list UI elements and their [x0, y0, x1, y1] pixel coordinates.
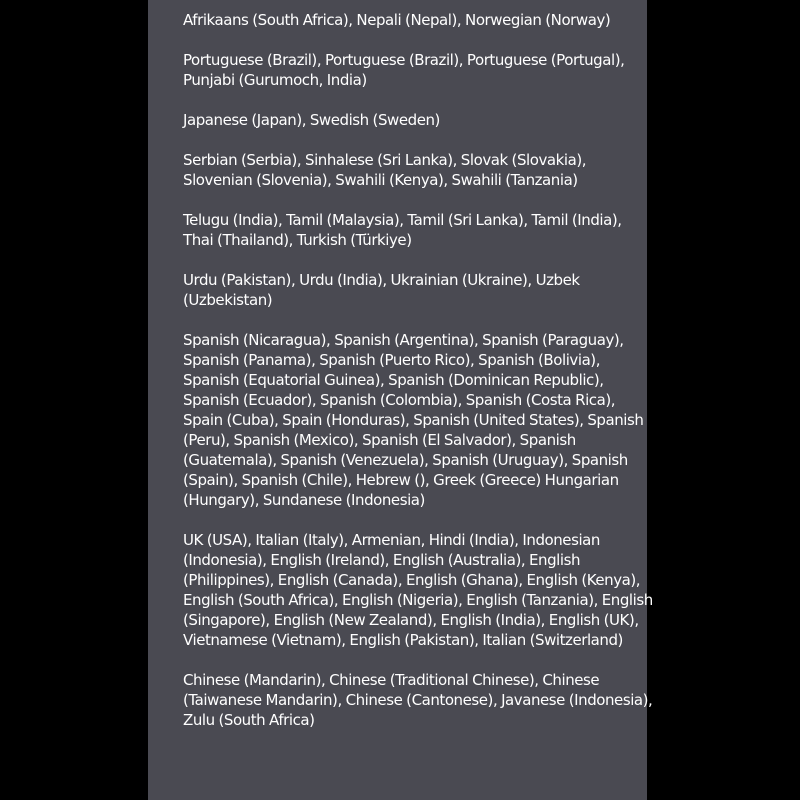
language-group-chinese-javanese-zulu: Chinese (Mandarin), Chinese (Traditional Chinese), Chinese (Taiwanese Mandarin), Chinese (Cantonese), Javanese (Indonesia), Zulu (South Africa) — [183, 671, 653, 729]
language-group-portuguese-punjabi: Portuguese (Brazil), Portuguese (Brazil), Portuguese (Portugal), Punjabi (Gurumoch, India) — [183, 51, 625, 89]
language-list-panel — [148, 0, 653, 800]
language-group-urdu-uzbek: Urdu (Pakistan), Urdu (India), Ukrainian (Ukraine), Uzbek (Uzbekistan) — [183, 271, 580, 309]
language-group-japanese-swedish: Japanese (Japan), Swedish (Sweden) — [183, 111, 440, 129]
language-group-english-italian-hindi: UK (USA), Italian (Italy), Armenian, Hindi (India), Indonesian (Indonesia), English (Ireland), English (Australia), English (Philippines), English (Canada), English (Ghana), English (Kenya), English (South Africa), English (Nigeria), English (Tanzania), English (Singapore), English (New Zealand), English (India), English (UK), Vietnamese (Vietnam), English (Pakistan), Italian (Switzerland) — [183, 531, 653, 649]
language-group-telugu-turkish: Telugu (India), Tamil (Malaysia), Tamil (Sri Lanka), Tamil (India), Thai (Thailand), Turkish (Türkiye) — [183, 211, 622, 249]
language-group-afrikaans-nepali-norwegian: Afrikaans (South Africa), Nepali (Nepal), Norwegian (Norway) — [183, 11, 611, 29]
language-group-serbian-swahili: Serbian (Serbia), Sinhalese (Sri Lanka), Slovak (Slovakia), Slovenian (Slovenia), Swahili (Kenya), Swahili (Tanzania) — [183, 151, 587, 189]
language-group-spanish-hebrew-greek-hungarian: Spanish (Nicaragua), Spanish (Argentina), Spanish (Paraguay), Spanish (Panama), Spanish (Puerto Rico), Spanish (Bolivia), Spanish (Equatorial Guinea), Spanish (Dominican Republic), Spanish (Ecuador), Spanish (Colombia), Spanish (Costa Rica), Spain (Cuba), Spain (Honduras), Spanish (United States), Spanish (Peru), Spanish (Mexico), Spanish (El Salvador), Spanish (Guatemala), Spanish (Venezuela), Spanish (Uruguay), Spanish (Spain), Spanish (Chile), Hebrew (), Greek (Greece) Hungarian (Hungary), Sundanese (Indonesia) — [183, 331, 644, 509]
